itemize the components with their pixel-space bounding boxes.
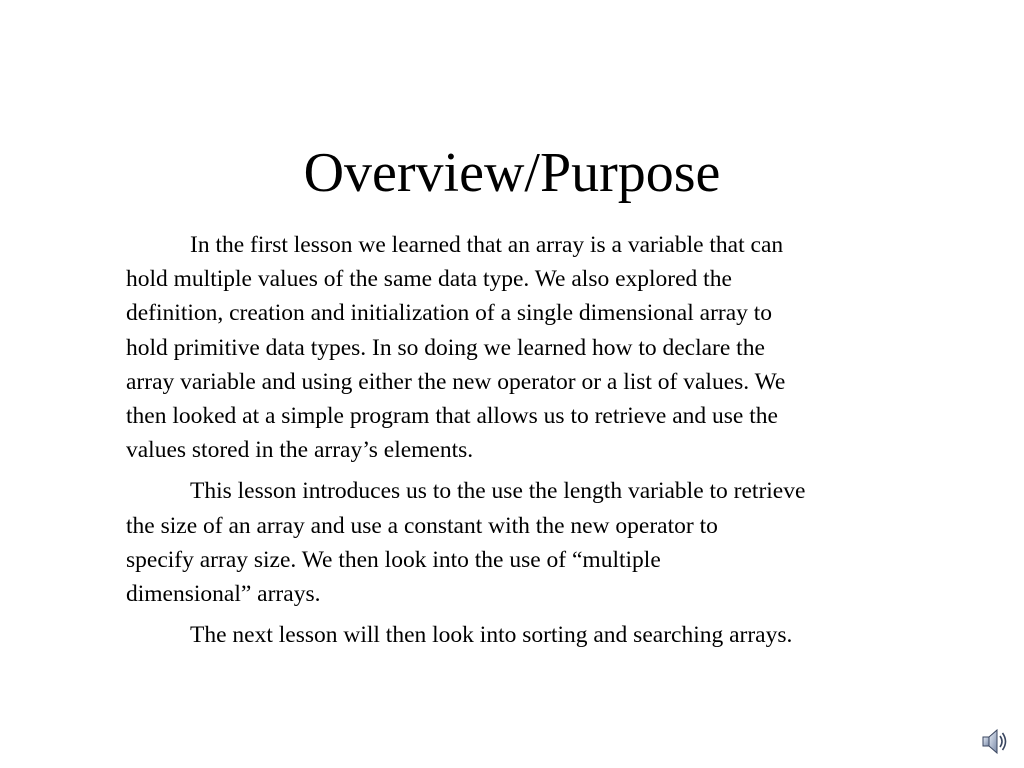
paragraph-first-lesson: In the first lesson we learned that an array is a variable that can hold multiple values of the same data type. We also explored the definition, creation and initialization of a single dimensional array to hold primitive data types. In so doing we learned how to declare the array variable and using either the new operator or a list of values. We then looked at a simple program that allows us to retrieve and use the values stored in the array’s elements. — [126, 232, 786, 464]
paragraph-next-lesson: The next lesson will then look into sorting and searching arrays. — [190, 622, 793, 649]
slide-title: Overview/Purpose — [303, 141, 721, 204]
slide-body — [126, 228, 956, 659]
paragraph-this-lesson: This lesson introduces us to the use the length variable to retrieve the size of an array and use a constant with the new operator to specify array size. We then look into the use of “multiple dimensional” arrays. — [126, 478, 806, 608]
speaker-icon — [980, 726, 1010, 756]
audio-button[interactable] — [980, 726, 1010, 756]
